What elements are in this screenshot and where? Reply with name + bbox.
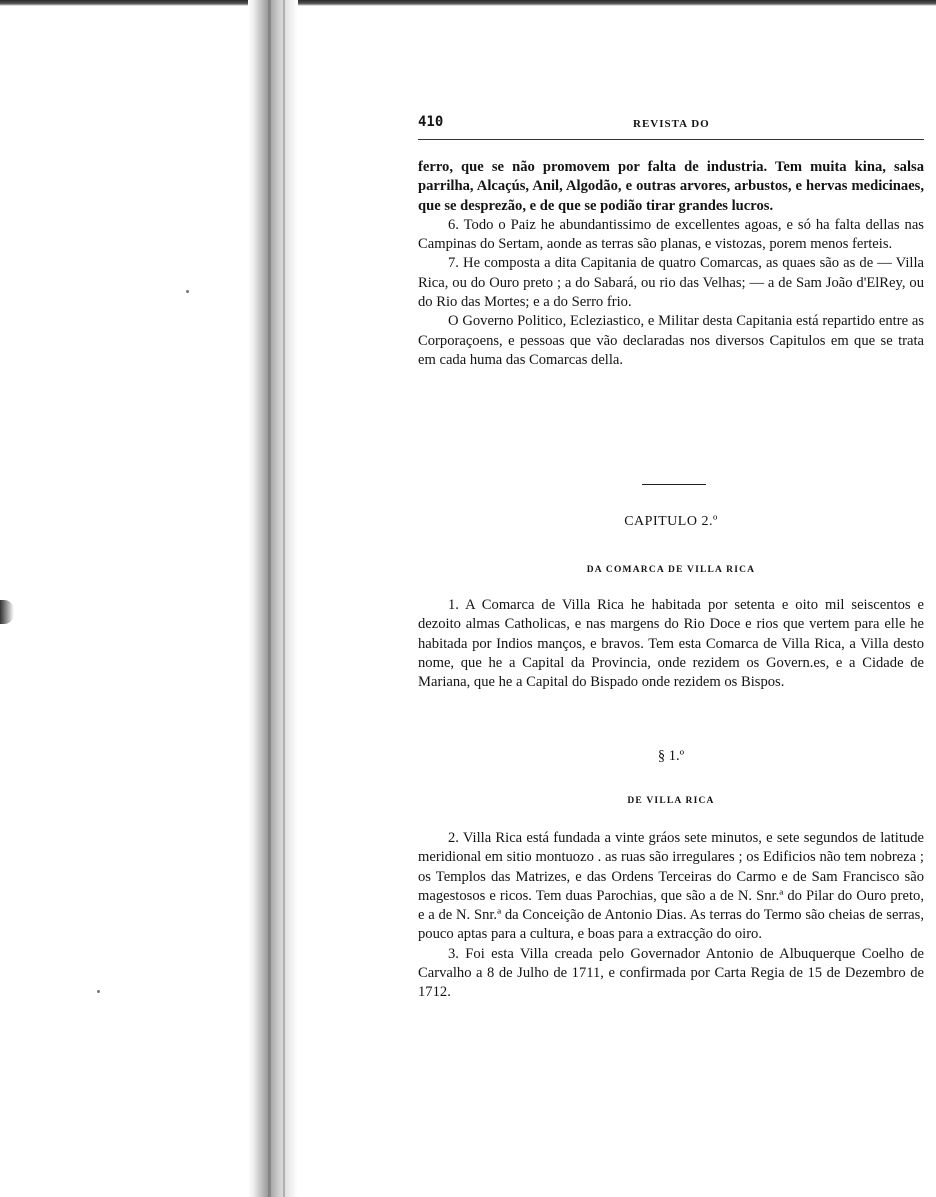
- section-separator-rule: [642, 484, 706, 485]
- chapter-text-block: [418, 596, 924, 692]
- page-number: 410: [418, 114, 444, 130]
- paragraph-governo: O Governo Politico, Ecleziastico, e Militar desta Capitania está repartido entre as Corporaçoens, e pessoas que vão declaradas nos diversos Capitulos em que se trata em cada huma das Comarcas della.: [418, 313, 924, 368]
- paragraph-1: 1. A Comarca de Villa Rica he habitada por setenta e oito mil seiscentos e dezoito almas Catholicas, e nas margens do Rio Doce e rios que vertem para elle he habitada por Indios manços, e bravos. Tem esta Comarca de Villa Rica, a Villa desto nome, que he a Capital da Provincia, onde rezidem os Govern.es, e a Cidade de Mariana, que he a Capital do Bispado onde rezidem os Bispos.: [418, 597, 924, 691]
- intro-text-block: [418, 158, 924, 370]
- paragraph-continuation: ferro, que se não promovem por falta de industria. Tem muita kina, salsa parrilha, Alcaçús, Anil, Algodão, e outras arvores, arbustos, e hervas medicinaes, que se desprezão, e de que se podião tirar grandes lucros.: [418, 159, 924, 214]
- journal-title: REVISTA DO: [633, 118, 710, 130]
- section-subtitle: DE VILLA RICA: [627, 796, 715, 806]
- gutter-fold-line: [268, 0, 271, 1197]
- chapter-title: CAPITULO 2.º: [624, 514, 718, 529]
- paragraph-3: 3. Foi esta Villa creada pelo Governador Antonio de Albuquerque Coelho de Carvalho a 8 de Julho de 1711, e confirmada por Carta Regia de 15 de Dezembro de 1712.: [418, 945, 924, 1001]
- paragraph-6: 6. Todo o Paiz he abundantissimo de excellentes agoas, e só ha falta dellas nas Campinas do Sertam, aonde as terras são planas, e vistozas, porem menos ferteis.: [418, 216, 924, 253]
- book-gutter-shadow: [248, 0, 298, 1197]
- header-rule: [418, 139, 924, 140]
- running-header: [418, 114, 924, 136]
- paragraph-2: 2. Villa Rica está fundada a vinte gráos sete minutos, e sete segundos de latitude meridional em sitio montuozo . as ruas são irregulares ; os Edificios não tem nobreza ; os Templos das Matrizes, e das Ordens Terceiras do Carmo e de Sam Francisco são magestosos e ricos. Tem duas Parochias, que são a de N. Snr.ª do Pilar do Ouro preto, e a de N. Snr.ª da Conceição de Antonio Dias. As terras do Termo são cheias de serras, pouco aptas para a cultura, e boas para a extracção do oiro.: [418, 830, 924, 943]
- gutter-fold-line-secondary: [283, 0, 285, 1197]
- scan-edge-mark: [0, 600, 14, 624]
- section-title: § 1.º: [657, 748, 685, 764]
- scan-top-edge: [0, 0, 936, 6]
- paragraph-7: 7. He composta a dita Capitania de quatro Comarcas, as quaes são as de — Villa Rica, ou do Ouro preto ; a do Sabará, ou rio das Velhas; — a de Sam João d'ElRey, ou do Rio das Mortes; e a do Serro frio.: [418, 255, 924, 311]
- scan-speck: [186, 290, 189, 293]
- section-text-block: [418, 829, 924, 1003]
- chapter-subtitle: DA COMARCA DE VILLA RICA: [586, 565, 756, 575]
- scan-speck: [97, 990, 100, 993]
